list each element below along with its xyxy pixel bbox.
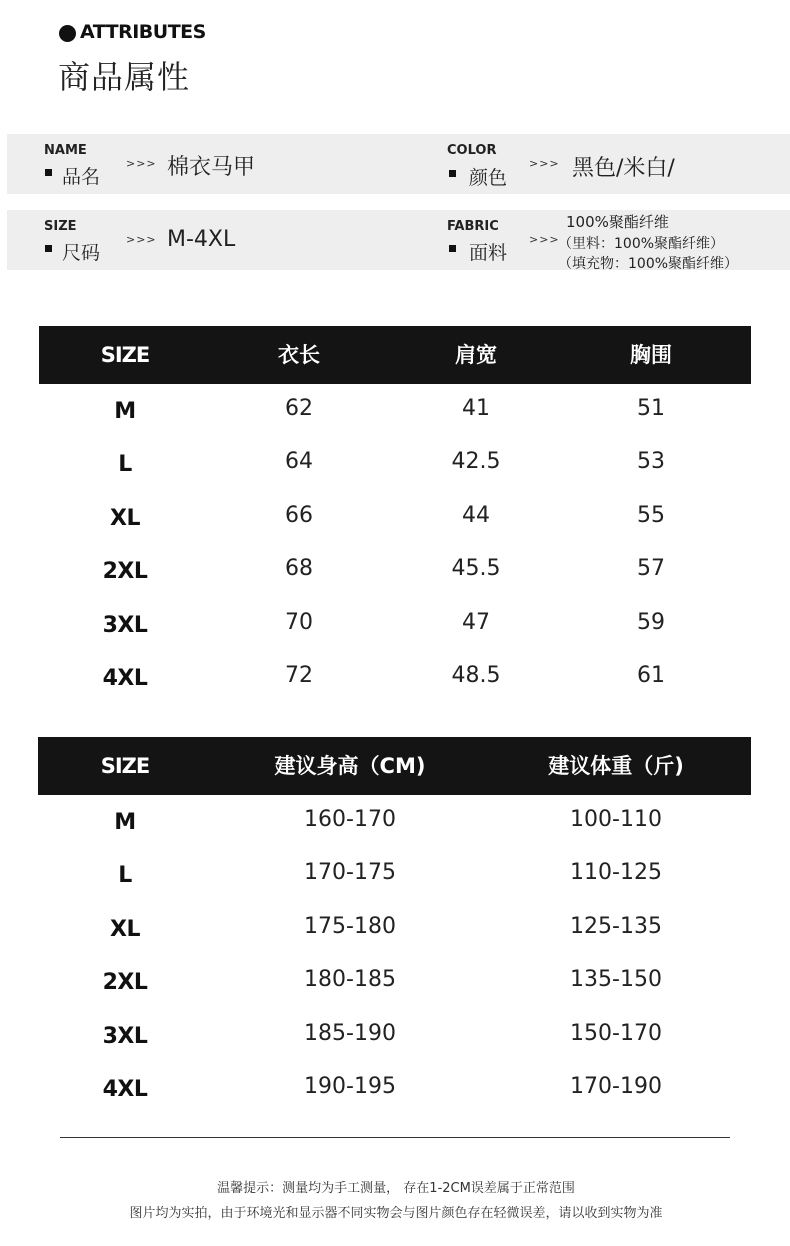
- table-cell: 53: [637, 449, 665, 475]
- attr-fabric-value-line: （里料：100%聚酯纤维）: [558, 236, 725, 252]
- square-bullet-icon: [45, 169, 52, 176]
- table-cell-size: 2XL: [102, 559, 148, 585]
- table-cell-size: L: [118, 863, 132, 889]
- table-cell-size: L: [118, 452, 132, 478]
- column-header-chest: 胸围: [630, 343, 672, 367]
- table-cell-size: M: [114, 399, 136, 424]
- section-title-cn: 商品属性: [58, 58, 191, 96]
- arrow-separator: >>>: [529, 233, 560, 246]
- table-cell-size: 3XL: [102, 1023, 148, 1049]
- note-line: 温馨提示：测量均为手工测量， 存在1-2CM误差属于正常范围: [217, 1181, 575, 1196]
- table-cell-size: 2XL: [102, 970, 148, 996]
- table-cell: 42.5: [451, 449, 501, 475]
- bullet-dot-icon: [59, 25, 76, 42]
- table-cell: 110-125: [570, 860, 662, 886]
- table-cell: 57: [637, 556, 665, 582]
- table-cell: 72: [285, 663, 313, 688]
- table-cell: 160-170: [304, 807, 396, 832]
- attr-name-label-cn: 品名: [62, 166, 101, 188]
- table-cell: 135-150: [570, 967, 662, 993]
- table-cell: 68: [285, 556, 313, 582]
- table-cell-size: M: [114, 810, 136, 835]
- attr-size-label-cn: 尺码: [62, 242, 101, 264]
- arrow-separator: >>>: [126, 157, 157, 170]
- table-cell: 100-110: [570, 807, 662, 832]
- table-cell: 190-195: [304, 1074, 396, 1099]
- table-cell: 175-180: [304, 913, 396, 939]
- table-cell: 150-170: [570, 1020, 662, 1046]
- column-header-shoulder: 肩宽: [455, 343, 497, 367]
- table-cell-size: XL: [110, 916, 140, 942]
- table-cell: 66: [285, 502, 313, 528]
- table-cell: 125-135: [570, 913, 662, 939]
- arrow-separator: >>>: [126, 233, 157, 246]
- table-cell: 185-190: [304, 1020, 396, 1046]
- attr-color-label-cn: 颜色: [469, 167, 508, 189]
- table-cell: 48.5: [451, 663, 501, 688]
- table-cell: 64: [285, 449, 313, 475]
- note-line: 图片均为实拍，由于环境光和显示器不同实物会与图片颜色存在轻微误差，请以收到实物为准: [129, 1206, 663, 1221]
- arrow-separator: >>>: [529, 157, 560, 170]
- section-title-en: ATTRIBUTES: [80, 21, 206, 43]
- square-bullet-icon: [449, 170, 456, 177]
- attr-size-label-en: SIZE: [44, 219, 77, 234]
- table-cell: 44: [462, 502, 490, 528]
- table-cell: 45.5: [451, 556, 501, 582]
- table-cell-size: 3XL: [102, 612, 148, 638]
- table-cell: 55: [637, 502, 665, 528]
- column-header-weight: 建议体重（斤): [548, 754, 684, 778]
- table-cell: 41: [462, 396, 490, 421]
- table-cell: 70: [285, 609, 313, 635]
- square-bullet-icon: [45, 245, 52, 252]
- fit-table-header: [38, 737, 751, 795]
- table-cell: 62: [285, 396, 313, 421]
- size-table-header: [39, 326, 751, 384]
- table-cell-size: 4XL: [102, 666, 148, 691]
- attr-color-label-en: COLOR: [447, 143, 497, 158]
- table-cell: 47: [462, 609, 490, 635]
- table-cell: 59: [637, 609, 665, 635]
- column-header-height: 建议身高（CM): [274, 754, 426, 778]
- table-cell: 180-185: [304, 967, 396, 993]
- attr-color-value: 黑色/米白/: [572, 156, 675, 181]
- attr-name-label-en: NAME: [44, 143, 87, 158]
- attr-name-value: 棉衣马甲: [167, 155, 256, 180]
- column-header-size: SIZE: [100, 343, 150, 367]
- column-header-length: 衣长: [278, 343, 320, 367]
- table-cell: 170-190: [570, 1074, 662, 1099]
- attr-fabric-label-en: FABRIC: [447, 219, 499, 234]
- attr-size-value: M-4XL: [167, 227, 236, 252]
- attr-fabric-label-cn: 面料: [469, 242, 508, 264]
- table-cell: 51: [637, 396, 665, 421]
- table-cell: 170-175: [304, 860, 396, 886]
- table-cell-size: XL: [110, 505, 140, 531]
- table-cell-size: 4XL: [102, 1077, 148, 1102]
- attr-fabric-value-line: （填充物：100%聚酯纤维）: [558, 256, 739, 272]
- square-bullet-icon: [449, 245, 456, 252]
- divider: [60, 1137, 730, 1138]
- column-header-size: SIZE: [100, 754, 150, 778]
- table-cell: 61: [637, 663, 665, 688]
- attr-fabric-value-line: 100%聚酯纤维: [566, 213, 669, 231]
